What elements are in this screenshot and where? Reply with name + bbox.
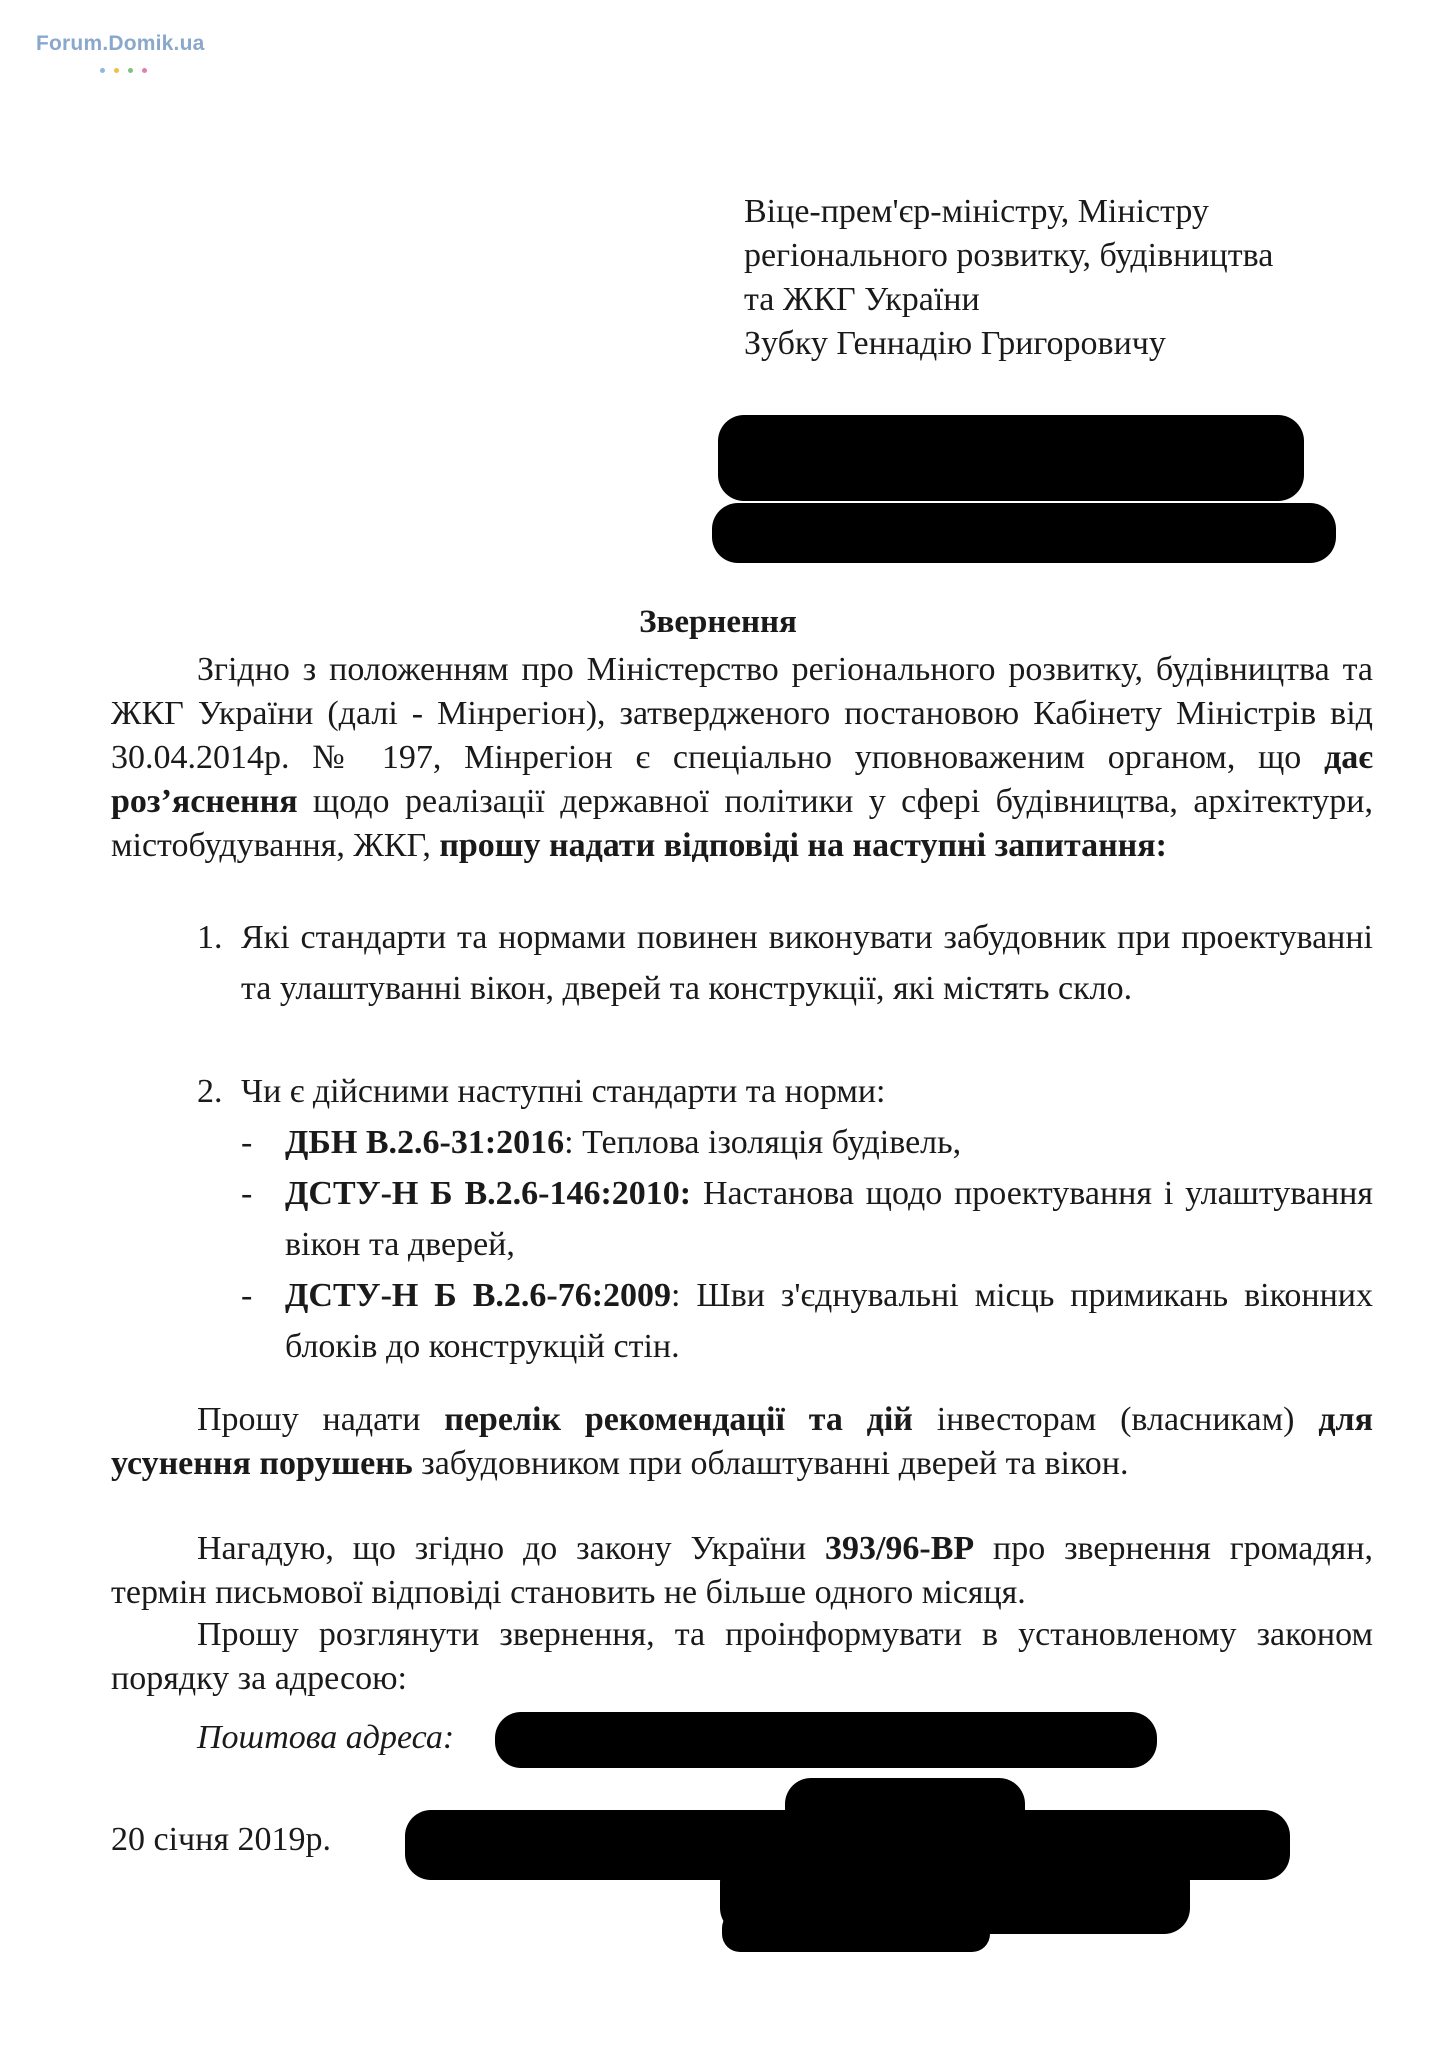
watermark-dot (100, 68, 105, 73)
addressee-block (744, 190, 1273, 366)
list-number: 1. (197, 919, 223, 956)
redaction-sender-1 (718, 415, 1304, 501)
addressee-line: регіонального розвитку, будівництва (744, 237, 1274, 274)
watermark-dot (128, 68, 133, 73)
intro-paragraph (111, 648, 1373, 868)
postal-address-label: Поштова адреса: (197, 1719, 455, 1756)
request-bold: для усунення порушень (111, 1401, 1373, 1482)
standard-item (111, 1168, 1373, 1270)
law-number: 393/96-ВР (824, 1530, 975, 1567)
list-dash: - (241, 1124, 253, 1161)
list-number: 2. (197, 1073, 223, 1110)
list-dash: - (241, 1175, 253, 1212)
standard-code: ДСТУ-Н Б В.2.6-76:2009 (285, 1277, 672, 1314)
intro-text: Згідно з положенням про Міністерство регіонального розвитку, будівництва та ЖКГ України (далі - Мінрегіон), затвердженого постановою Кабінету Міністрів від 30.04.2014р. № 197, Мінрегіон є спеціально уповноваженим органом, що (111, 651, 1373, 776)
watermark-dots (100, 60, 156, 68)
question-text: Які стандарти та нормами повинен виконувати забудовник при проектуванні та улаштуванні вікон, дверей та конструкції, які містять скло. (241, 919, 1373, 1007)
standard-description: : Шви з'єднувальні місць примикань віконних блоків до конструкцій стін. (285, 1277, 1373, 1365)
request-bold: перелік рекомендації та дій (444, 1401, 913, 1438)
standard-item (111, 1270, 1373, 1372)
consider-paragraph: Прошу розглянути звернення, та проінформувати в установленому законом порядку за адресою: (111, 1616, 1373, 1697)
request-text: інвесторам (власникам) (912, 1401, 1319, 1438)
intro-bold: дає роз’яснення (111, 739, 1373, 820)
document-title: Звернення (639, 604, 797, 640)
reminder-text: про звернення громадян, термін письмової відповіді становить не більше одного місяця. (111, 1530, 1373, 1611)
watermark-dot (114, 68, 119, 73)
watermark-logo: Forum.Domik.ua (36, 32, 205, 55)
question-text: Чи є дійсними наступні стандарти та норми: (241, 1073, 886, 1110)
question-item (111, 1066, 1373, 1117)
intro-text: щодо реалізації державної політики у сфері будівництва, архітектури, містобудування, ЖКГ, (111, 783, 1373, 864)
addressee-line: та ЖКГ України (744, 281, 980, 318)
watermark-dot (142, 68, 147, 73)
reminder-text: Нагадую, що згідно до закону України (197, 1530, 825, 1567)
standard-code: ДБН В.2.6-31:2016 (285, 1124, 565, 1161)
standard-description: Настанова щодо проектування і улаштування вікон та дверей, (285, 1175, 1373, 1263)
request-paragraph (111, 1398, 1373, 1486)
document-date: 20 січня 2019р. (111, 1821, 331, 1858)
standard-description: : Теплова ізоляція будівель, (564, 1124, 962, 1161)
list-dash: - (241, 1277, 253, 1314)
request-text: забудовником при облаштуванні дверей та вікон. (412, 1445, 1129, 1482)
intro-bold: прошу надати відповіді на наступні запитання: (439, 827, 1167, 864)
standard-item (111, 1117, 1373, 1168)
question-item (111, 912, 1373, 1014)
request-text: Прошу надати (197, 1401, 445, 1438)
redaction-postal-address (495, 1712, 1157, 1768)
addressee-line: Віце-прем'єр-міністру, Міністру (744, 193, 1209, 230)
standard-code: ДСТУ-Н Б В.2.6-146:2010: (285, 1175, 692, 1212)
redaction-signature-4 (722, 1910, 990, 1952)
addressee-line: Зубку Геннадію Григоровичу (744, 325, 1166, 362)
redaction-sender-2 (712, 503, 1336, 563)
reminder-paragraph (111, 1527, 1373, 1615)
